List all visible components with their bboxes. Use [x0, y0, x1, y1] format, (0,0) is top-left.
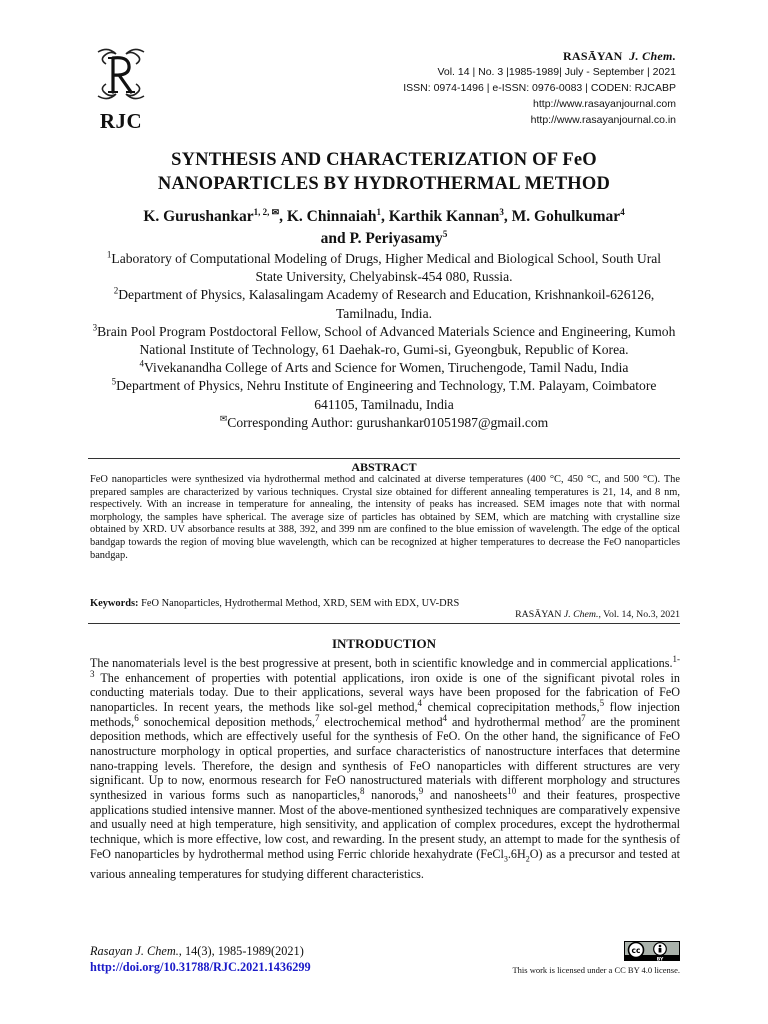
author-5: and P. Periyasamy — [320, 230, 443, 247]
introduction-heading: INTRODUCTION — [331, 636, 436, 651]
title-line-1: SYNTHESIS AND CHARACTERIZATION OF FeO — [171, 150, 597, 170]
affiliation-text: Department of Physics, Kalasalingam Academy of Research and Education, Krishnankoil-626126, Tamilnadu, India. — [118, 287, 655, 321]
affiliation-text: Brain Pool Program Postdoctoral Fellow, School of Advanced Materials Science and Engineering, Kumoh National Institute of Technology, 61 Daehak-ro, Gumi-si, Gyeongbuk, Republic of Korea. — [97, 323, 676, 358]
keywords-text: FeO Nanoparticles, Hydrothermal Method, XRD, SEM with EDX, UV-DRS — [141, 598, 460, 609]
footer-volume: , 14(3), 1985-1989(2021) — [178, 944, 304, 958]
license-text: This work is licensed under a CC BY 4.0 license. — [512, 965, 680, 975]
journal-header — [403, 48, 676, 128]
affiliation-sup: 1 — [106, 249, 112, 260]
affiliation — [92, 377, 676, 413]
cite-chem: J. Chem. — [563, 609, 599, 620]
author-5-sup: 5 — [442, 228, 448, 239]
journal-emblem-icon — [86, 44, 156, 104]
issn-line: ISSN: 0974-1496 | e-ISSN: 0976-0083 | CODEN: RJCABP — [403, 82, 676, 94]
abstract-bottom-rule — [88, 623, 680, 624]
affiliation-text: Laboratory of Computational Modeling of Drugs, Higher Medical and Biological School, South Ural State University, Chelyabinsk-454 080, Russia. — [111, 251, 662, 285]
corresponding-author — [92, 414, 676, 432]
abstract-top-rule — [88, 458, 680, 459]
affiliation — [92, 250, 676, 286]
envelope-icon: ✉ — [219, 413, 228, 424]
abstract-heading: ABSTRACT — [351, 460, 417, 474]
abstract-citation — [515, 609, 680, 620]
cite-journal: RASĀYAN — [515, 609, 562, 620]
title-line-2: NANOPARTICLES BY HYDROTHERMAL METHOD — [157, 174, 611, 194]
affiliation — [92, 323, 676, 359]
introduction-paragraph: The nanomaterials level is the best progressive at present, both in scientific knowledge and in commercial applications.$^{1-3}$ The enhancement of properties with potential applications, iron oxide is one of the significant pivotal roles in conducting materials today. Due to their applications, several ways have been proposed for the fabrication of FeO nanoparticles. In recent years, the methods like sol-gel method,$^4$ chemical coprecipitation methods,$^5$ flow injection methods,$^6$ sonochemical deposition methods,$^7$ electrochemical method$^4$ and hydrothermal method$^7$ are the prominent deposition methods, which are effectively useful for the synthesis of FeO. On the other hand, the significance of FeO nanostructure morphology in optical properties, and surface characteristics of nanostructure interfaces that determine nano-trapping levels. Therefore, the design and synthesis of FeO nanoparticles with different structures are very significant. Up to now, enormous research for FeO nanostructured materials with different morphology and structures synthesized in various forms such as nanoparticles,$^8$ nanorods,$^9$ and nanosheets$^{10}$ and their features, prospective applications studied intensive manner. Most of the above-mentioned synthesized techniques are comparatively expensive and usually need at high temperature, high sensitivity, and application of complex procedures, except the hydrothermal technique, which is more effective, low cost, and rewarding. In the present study, an attempt to made for the synthesis of FeO nanoparticles by hydrothermal method using Ferric chloride hexahydrate $(FeCl_3.6H_2O)$ as a precursor and tested at various annealing temperatures for studying different characteristics. — [90, 653, 680, 881]
affiliation-sup: 3 — [92, 322, 98, 333]
affiliation-text: Vivekanandha College of Arts and Science for Women, Tiruchengode, Tamil Nadu, India — [144, 360, 629, 376]
author-line-1 — [80, 206, 688, 228]
journal-title — [403, 48, 676, 64]
author-1: K. Gurushankar — [143, 208, 254, 225]
cc-by-icon — [624, 941, 680, 961]
affiliation-sup: 5 — [111, 376, 117, 387]
journal-logo — [86, 44, 156, 134]
journal-url-1[interactable]: http://www.rasayanjournal.com — [533, 98, 676, 110]
cc-license-badge[interactable] — [624, 941, 680, 961]
author-2-sup: 1 — [376, 206, 381, 217]
cite-rest: , Vol. 14, No.3, 2021 — [598, 609, 680, 620]
author-4: , M. Gohulkumar — [503, 208, 621, 225]
author-4-sup: 4 — [620, 206, 625, 217]
affiliation — [92, 286, 676, 322]
footer-citation — [90, 943, 311, 975]
affiliation-text: Department of Physics, Nehru Institute of Engineering and Technology, T.M. Palayam, Coimbatore 641105, Tamilnadu, India — [116, 378, 657, 412]
footer-journal: Rasayan J. Chem. — [90, 944, 179, 958]
svg-text:cc: cc — [631, 946, 641, 955]
volume-line: Vol. 14 | No. 3 |1985-1989| July - September | 2021 — [437, 66, 676, 78]
logo-text: RJC — [99, 109, 143, 133]
corresponding-author-text: Corresponding Author: gurushankar01051987@gmail.com — [227, 414, 549, 430]
author-1-sup: 1, 2, ✉ — [253, 206, 280, 217]
affiliation — [92, 359, 676, 377]
affiliation-sup: 2 — [113, 285, 119, 296]
author-line-2 — [80, 228, 688, 250]
author-list — [80, 206, 688, 250]
author-2: , K. Chinnaiah — [279, 208, 377, 225]
author-3: , Karthik Kannan — [380, 208, 500, 225]
affiliations — [92, 250, 676, 432]
footer-citation-line — [90, 943, 311, 959]
keywords-label: Keywords: — [90, 598, 139, 609]
journal-url-2[interactable]: http://www.rasayanjournal.co.in — [530, 114, 676, 126]
paper-title — [80, 148, 688, 196]
author-3-sup: 3 — [499, 206, 504, 217]
affiliation-sup: 4 — [139, 358, 145, 369]
svg-text:BY: BY — [656, 957, 664, 961]
abstract-body: FeO nanoparticles were synthesized via hydrothermal method and calcinated at diverse temperatures (400 °C, 450 °C, and 500 °C). The prepared samples are characterized by various techniques. Crystal size obtained for different annealing temperatures is 21, 14, and 8 nm, respectively. With an increase in temperature for annealing, the intensity of peaks has increased. SEM images note that with normal morphology, the samples have spherical. The average size of particles has obtained by SEM, which are matching with crystalline size obtained by XRD. UV absorbance results at 388, 392, and 399 nm are confined to the blue emission of wavelength. The edge of the optical bandgap towards the region of moving blue wavelength, which can be recognized at higher temperatures to decrease the FeO nanoparticles bandgap. — [90, 474, 680, 561]
doi-link[interactable]: http://doi.org/10.31788/RJC.2021.1436299 — [90, 960, 311, 974]
journal-suffix: J. Chem. — [629, 49, 676, 63]
journal-name: RASĀYAN — [562, 49, 623, 63]
